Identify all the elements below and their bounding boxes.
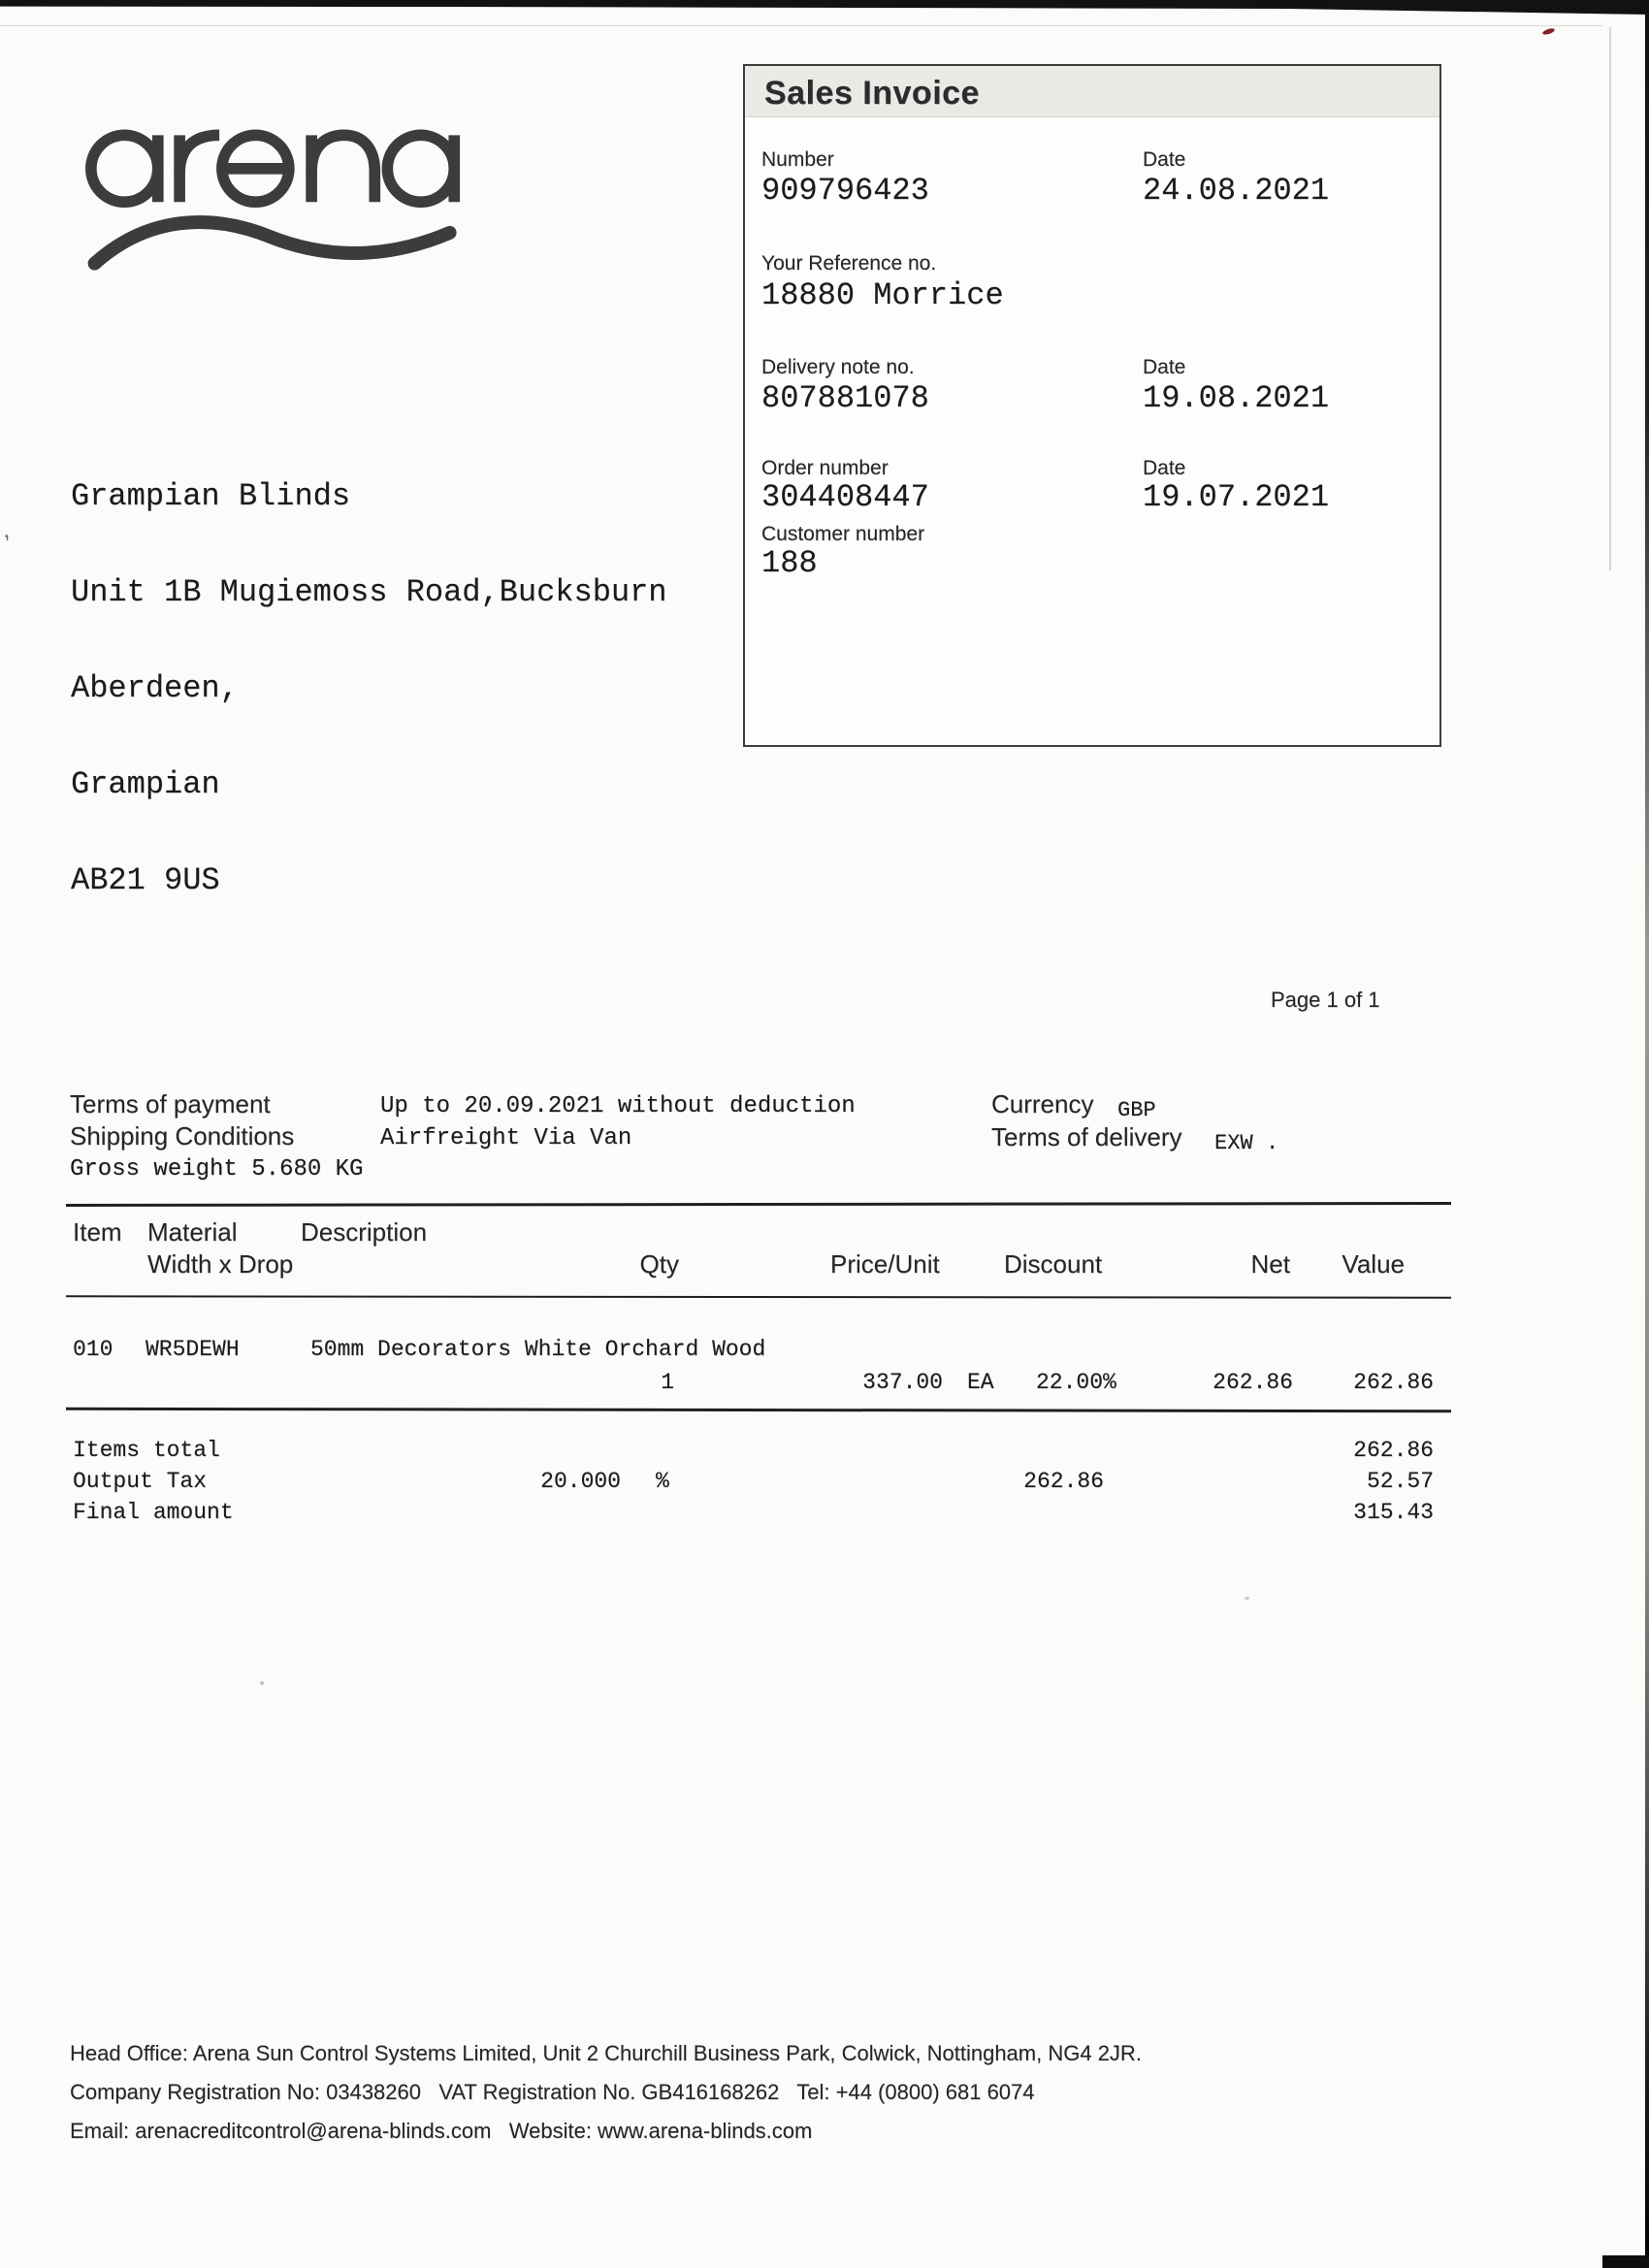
scan-artifact-corner-patch: [1602, 2255, 1649, 2268]
col-header-description: Description: [301, 1217, 428, 1247]
sales-invoice-header-bar: [745, 66, 1439, 117]
order-number: 304408447: [761, 479, 929, 515]
output-tax-label: Output Tax: [73, 1469, 208, 1494]
recipient-address: [71, 416, 667, 960]
item-qty: 1: [661, 1370, 674, 1395]
shipping-conditions-value: Airfreight Via Van: [380, 1125, 632, 1151]
scan-artifact-paper-edge: [1609, 27, 1611, 570]
items-total-label: Items total: [73, 1438, 220, 1463]
terms-of-payment-value: Up to 20.09.2021 without deduction: [380, 1093, 856, 1119]
item-net: 262.86: [1212, 1370, 1293, 1395]
page-indicator: Page 1 of 1: [1271, 988, 1380, 1012]
table-rule-items: [66, 1408, 1451, 1412]
footer-head-office: Head Office: Arena Sun Control Systems Limited, Unit 2 Churchill Business Park, Colwick, Nottingham, NG4 2JR.: [70, 2041, 1142, 2065]
currency-label: Currency: [991, 1089, 1094, 1118]
footer-registration: Company Registration No: 03438260 VAT Registration No. GB416168262 Tel: +44 (0800) 681 6074: [70, 2080, 1035, 2104]
recipient-line: Grampian: [71, 766, 220, 802]
your-reference: 18880 Morrice: [761, 277, 1004, 313]
col-header-value: Value: [1342, 1249, 1405, 1279]
order-number-label: Order number: [761, 457, 889, 479]
recipient-line: Grampian Blinds: [71, 478, 351, 514]
table-rule-top: [66, 1202, 1451, 1207]
col-header-material: Material: [147, 1217, 238, 1247]
customer-number: 188: [761, 545, 818, 581]
item-material: WR5DEWH: [146, 1337, 240, 1362]
logo-letter-a1: [91, 135, 158, 202]
sales-invoice-box: [743, 64, 1441, 747]
col-header-net: Net: [1250, 1249, 1290, 1279]
col-header-width-drop: Width x Drop: [147, 1249, 294, 1279]
final-amount-label: Final amount: [73, 1500, 234, 1525]
shipping-conditions-label: Shipping Conditions: [70, 1121, 295, 1150]
recipient-line: Unit 1B Mugiemoss Road,Bucksburn: [71, 574, 667, 610]
output-tax-rate: 20.000: [540, 1469, 621, 1494]
terms-of-payment-label: Terms of payment: [70, 1089, 271, 1118]
invoice-date: 24.08.2021: [1143, 173, 1330, 209]
terms-of-delivery-label: Terms of delivery: [991, 1122, 1182, 1151]
col-header-item: Item: [73, 1217, 122, 1247]
final-amount-value: 315.43: [1353, 1500, 1434, 1525]
item-number: 010: [73, 1337, 113, 1362]
delivery-note-number: 807881078: [761, 380, 929, 416]
recipient-line: Aberdeen,: [71, 670, 239, 706]
terms-of-delivery-value: EXW: [1214, 1131, 1253, 1155]
footer-contact: Email: arenacreditcontrol@arena-blinds.com Website: www.arena-blinds.com: [70, 2119, 813, 2143]
currency-value: GBP: [1117, 1098, 1156, 1122]
item-price-unit: 337.00: [862, 1370, 943, 1395]
number-label: Number: [761, 148, 834, 171]
arena-logo-svg: [83, 126, 464, 284]
recipient-line: AB21 9US: [71, 862, 220, 898]
item-description: 50mm Decorators White Orchard Wood: [310, 1337, 766, 1362]
scan-artifact-faint-line: [0, 25, 1602, 26]
order-date-label: Date: [1143, 457, 1186, 479]
sales-invoice-title: Sales Invoice: [764, 75, 980, 112]
customer-number-label: Customer number: [761, 523, 925, 545]
delivery-note-label: Delivery note no.: [761, 356, 915, 378]
scan-artifact-mark: ʼ: [2, 529, 16, 560]
output-tax-percent-sign: %: [656, 1469, 669, 1494]
table-rule-header: [66, 1295, 1451, 1298]
logo-letter-a2: [387, 135, 454, 202]
terms-of-delivery-suffix: .: [1266, 1131, 1279, 1155]
item-discount: 22.00%: [1036, 1370, 1116, 1395]
col-header-qty: Qty: [639, 1249, 679, 1279]
order-date: 19.07.2021: [1143, 479, 1330, 515]
invoice-date-label: Date: [1143, 148, 1186, 171]
output-tax-value: 52.57: [1366, 1469, 1434, 1494]
gross-weight: Gross weight 5.680 KG: [70, 1156, 364, 1183]
delivery-date: 19.08.2021: [1143, 380, 1330, 416]
invoice-number: 909796423: [761, 173, 929, 209]
scan-artifact-red-speck: [1542, 27, 1556, 36]
items-total-value: 262.86: [1353, 1438, 1434, 1463]
scan-artifact-speck: [1245, 1597, 1249, 1600]
arena-logo: [66, 111, 464, 304]
output-tax-base: 262.86: [1023, 1469, 1104, 1494]
item-unit: EA: [967, 1370, 994, 1395]
col-header-price-unit: Price/Unit: [830, 1249, 940, 1279]
item-value: 262.86: [1353, 1370, 1434, 1395]
scan-artifact-speck: [260, 1681, 264, 1685]
your-reference-label: Your Reference no.: [761, 252, 937, 275]
scan-artifact-right-edge: [1645, 0, 1649, 2268]
logo-swoosh: [94, 222, 449, 264]
col-header-discount: Discount: [1004, 1249, 1103, 1279]
scan-artifact-top-band: [0, 0, 1649, 15]
delivery-date-label: Date: [1143, 356, 1186, 378]
